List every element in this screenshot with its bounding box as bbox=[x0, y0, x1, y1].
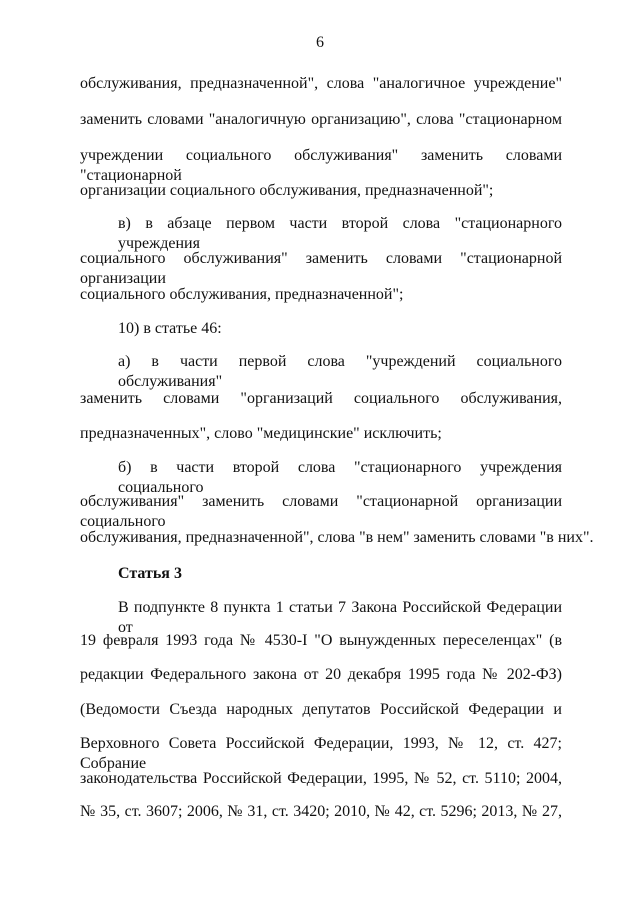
text-line: редакции Федерального закона от 20 декабря 1995 года № 202-ФЗ) bbox=[80, 666, 562, 683]
text-line: В подпункте 8 пункта 1 статьи 7 Закона Российской Федерации от bbox=[118, 599, 562, 636]
text-line: заменить словами "аналогичную организацию", слова "стационарном bbox=[80, 111, 562, 128]
text-line: предназначенных", слово "медицинские" исключить; bbox=[80, 425, 442, 442]
text-line: 19 февраля 1993 года № 4530-I "О вынужденных переселенцах" (в bbox=[80, 632, 562, 649]
text-line: обслуживания, предназначенной", слова "в нем" заменить словами "в них". bbox=[80, 529, 594, 546]
page-number: 6 bbox=[316, 34, 324, 51]
text-line: социального обслуживания, предназначенной"; bbox=[80, 286, 404, 303]
text-line: № 35, ст. 3607; 2006, № 31, ст. 3420; 2010, № 42, ст. 5296; 2013, № 27, bbox=[80, 803, 562, 820]
text-line: (Ведомости Съезда народных депутатов Российской Федерации и bbox=[80, 701, 562, 718]
text-line: заменить словами "организаций социального обслуживания, bbox=[80, 390, 562, 407]
text-line: Верховного Совета Российской Федерации, 1993, № 12, ст. 427; Собрание bbox=[80, 735, 562, 772]
text-line: а) в части первой слова "учреждений социального обслуживания" bbox=[118, 353, 562, 390]
text-line: организации социального обслуживания, предназначенной"; bbox=[80, 182, 494, 199]
text-line: обслуживания, предназначенной", слова "аналогичное учреждение" bbox=[80, 75, 562, 92]
text-line: учреждении социального обслуживания" заменить словами "стационарной bbox=[80, 147, 562, 184]
text-line: социального обслуживания" заменить словами "стационарной организации bbox=[80, 250, 562, 287]
text-line: законодательства Российской Федерации, 1995, № 52, ст. 5110; 2004, bbox=[80, 770, 562, 787]
text-line: обслуживания" заменить словами "стационарной организации социального bbox=[80, 493, 562, 530]
article-heading: Статья 3 bbox=[118, 565, 182, 582]
text-line: б) в части второй слова "стационарного учреждения социального bbox=[118, 459, 562, 496]
text-line: в) в абзаце первом части второй слова "стационарного учреждения bbox=[118, 215, 562, 252]
text-line: 10) в статье 46: bbox=[118, 320, 222, 337]
